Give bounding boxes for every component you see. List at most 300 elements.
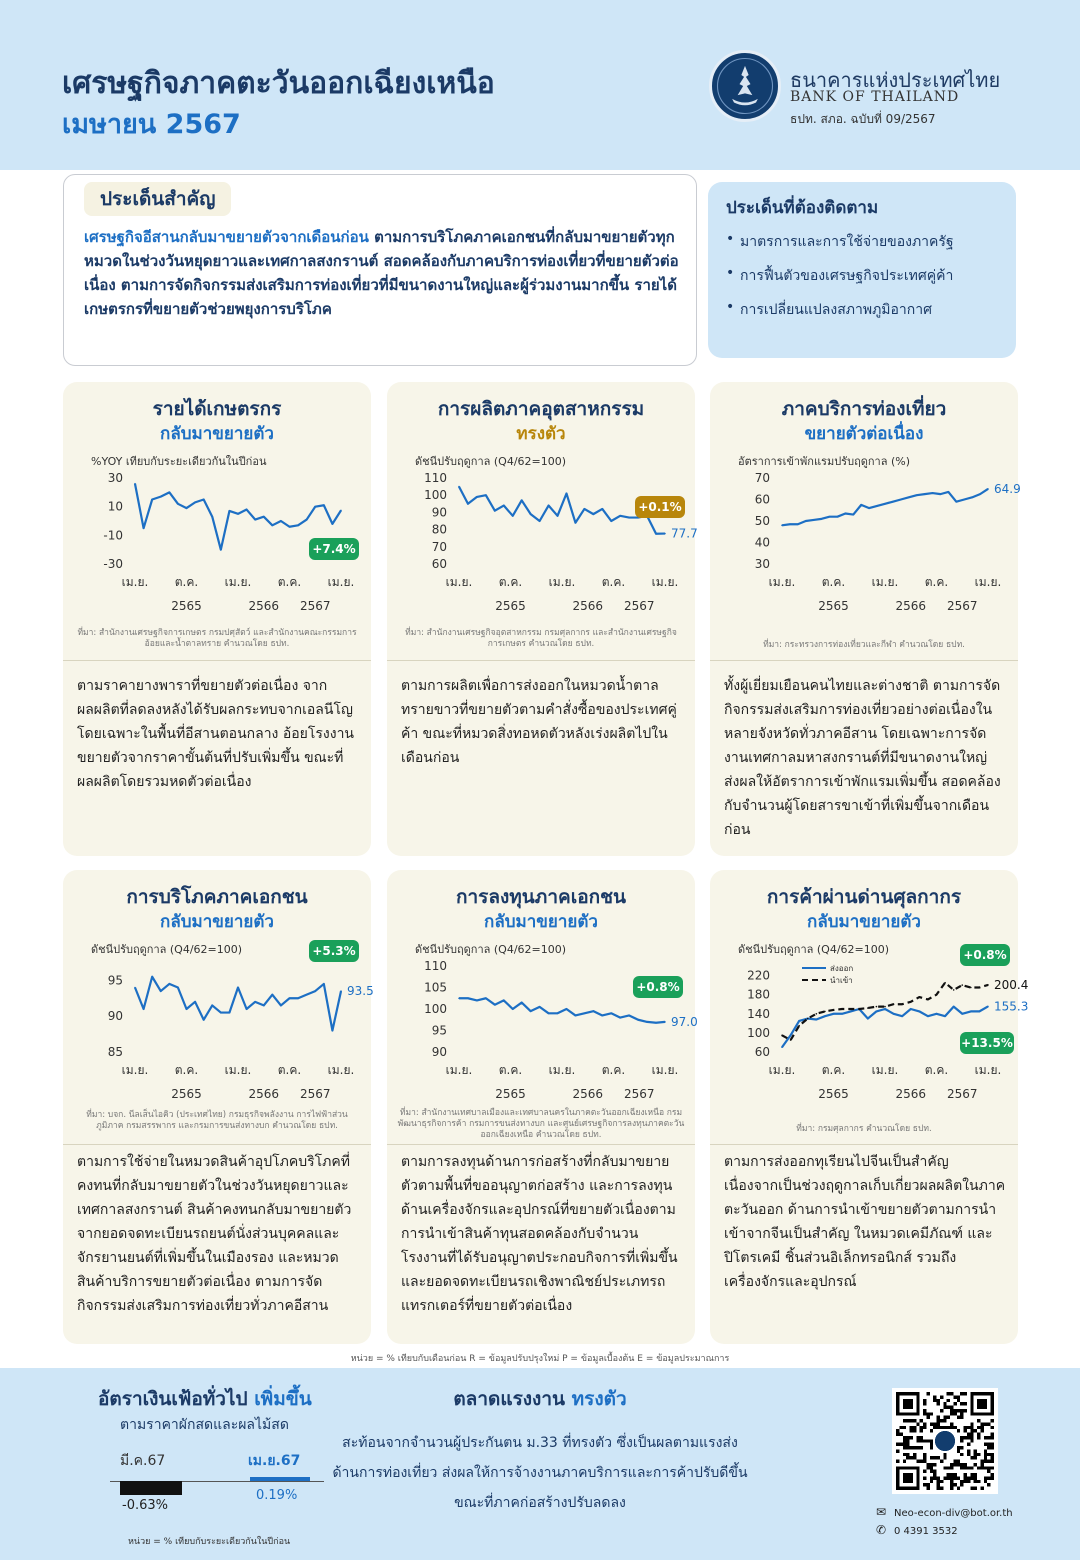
y-tick-label: 10: [107, 499, 123, 514]
card-description: ตามการผลิตเพื่อการส่งออกในหมวดน้ำตาลทรายขาวที่ขยายตัวตามคำสั่งซื้อของประเทศคู่ค้า ขณะที่หมวดสิ่งทอหดตัวหลังเร่งผลิตไปในเดือนก่อน: [401, 678, 677, 766]
y-tick-label: -10: [103, 528, 123, 543]
last-value-label: 200.4: [994, 977, 1029, 992]
card-description: ทั้งผู้เยี่ยมเยือนคนไทยและต่างชาติ ตามการจัดกิจกรรมส่งเสริมการท่องเที่ยวอย่างต่อเนื่องในหลายจังหวัดทั่วภาคอีสาน โดยเฉพาะการจัดงานเทศกาลมหาสงกรานต์ที่มีขนาดงานใหญ่ ส่งผลให้อัตราการเข้าพักแรมเพิ่มขึ้น สอดคล้องกับจำนวนผู้โดยสารขาเข้าที่เพิ่มขึ้นจากเดือนก่อน: [724, 678, 1001, 838]
data-point: [177, 987, 179, 989]
card-title: การค้าผ่านด่านศุลกากร: [766, 886, 962, 908]
card-status: กลับมาขยายตัว: [484, 912, 598, 932]
change-badge-text: +13.5%: [961, 1036, 1013, 1050]
last-value-label: 77.7: [671, 526, 698, 541]
data-point: [944, 982, 946, 984]
contact-phone[interactable]: [874, 1523, 958, 1537]
data-point: [829, 516, 831, 518]
x-tick-label: ต.ค.: [498, 575, 523, 589]
data-point: [901, 1015, 903, 1017]
x-tick-label: เม.ย.: [121, 1063, 149, 1077]
data-point: [833, 1009, 835, 1011]
data-point: [340, 510, 342, 512]
x-year-label: 2565: [818, 1087, 849, 1101]
key-points-body: [84, 225, 688, 321]
watch-item: • การฟื้นตัวของเศรษฐกิจประเทศคู่ค้า: [726, 265, 998, 287]
labour-line: ด้านการท่องเที่ยว ส่งผลให้การจ้างงานภาคบริการและการค้าปรับดีขึ้น: [332, 1465, 748, 1481]
y-tick-label: 90: [431, 1045, 447, 1059]
data-point: [272, 525, 274, 527]
data-point: [521, 1002, 523, 1004]
data-point: [798, 1020, 800, 1022]
data-point: [566, 1008, 568, 1010]
data-point: [953, 989, 955, 991]
x-tick-label: ต.ค.: [277, 575, 302, 589]
card-status: ทรงตัว: [516, 424, 566, 444]
inflation-subtitle: ตามราคาผักสดและผลไม้สด: [120, 1417, 289, 1433]
data-point: [798, 1025, 800, 1027]
chart-y-label: ดัชนีปรับฤดูกาล (Q4/62=100): [91, 943, 243, 956]
y-tick-label: 100: [747, 1025, 770, 1040]
data-point: [485, 997, 487, 999]
data-point: [655, 1022, 657, 1024]
change-badge-text: +5.3%: [312, 944, 356, 958]
data-point: [539, 1006, 541, 1008]
data-point: [927, 1015, 929, 1017]
data-point: [323, 504, 325, 506]
data-point: [824, 1011, 826, 1013]
data-point: [637, 1019, 639, 1021]
labour-title: [380, 1384, 700, 1414]
watch-item: • การเปลี่ยนแปลงสภาพภูมิอากาศ: [726, 299, 998, 321]
card-divider: [710, 1144, 1018, 1145]
data-point: [850, 1008, 852, 1010]
data-point: [821, 518, 823, 520]
data-point: [845, 513, 847, 515]
card-title: การบริโภคภาคเอกชน: [126, 886, 308, 908]
data-point: [924, 493, 926, 495]
indicator-card: [63, 382, 371, 856]
y-tick-label: 85: [107, 1045, 123, 1059]
legend-label: ส่งออก: [830, 964, 854, 973]
data-point: [134, 987, 136, 989]
y-tick-label: 40: [754, 535, 770, 550]
data-point: [289, 526, 291, 528]
card-description: ตามการใช้จ่ายในหมวดสินค้าอุปโภคบริโภคที่คงทนที่กลับมาขยายตัวในช่วงวันหยุดยาวและเทศกาลสงกรานต์ สินค้าคงทนกลับมาขยายตัวจากยอดจดทะเบียนรถยนต์นั่งส่วนบุคคลและจักรยานยนต์ที่เพิ่มขึ้นในเมืองรอง และหมวดสินค้าบริการขยายตัวต่อเนื่อง ตามการจัดกิจกรรมส่งเสริมการท่องเที่ยวทั่วภาคอีสาน: [77, 1154, 352, 1314]
card-source: ที่มา: บจก. นีลเส็นไอคิว (ประเทศไทย) กรมธุรกิจพลังงาน การไฟฟ้าส่วนภูมิภาค กรมสรรพากร และกรมการขนส่งทางบก คำนวณโดย ธปท.: [86, 1110, 348, 1131]
indicator-card: [63, 870, 374, 1344]
inflation-label-march: มี.ค.67: [120, 1453, 166, 1469]
data-point: [646, 1021, 648, 1023]
data-point: [503, 1000, 505, 1002]
data-point: [476, 496, 478, 498]
data-point: [987, 984, 989, 986]
units-note: หน่วย = % เทียบกับเดือนก่อน R = ข้อมูลปรับปรุงใหม่ P = ข้อมูลเบื้องต้น E = ข้อมูลประมาณการ: [350, 1354, 730, 1364]
data-point: [781, 1046, 783, 1048]
data-point: [143, 527, 145, 529]
inflation-value-march: -0.63%: [122, 1498, 168, 1513]
data-point: [876, 1011, 878, 1013]
card-divider: [387, 660, 695, 661]
y-tick-label: 70: [431, 539, 447, 554]
data-point: [956, 501, 958, 503]
inflation-title: [98, 1384, 312, 1414]
x-tick-label: ต.ค.: [821, 575, 846, 589]
x-tick-label: เม.ย.: [871, 1063, 899, 1077]
data-point: [203, 1019, 205, 1021]
data-point: [953, 1006, 955, 1008]
data-point: [927, 999, 929, 1001]
data-point: [948, 491, 950, 493]
inflation-highlight: เพิ่มขึ้น: [254, 1388, 312, 1410]
data-point: [548, 505, 550, 507]
data-point: [194, 1001, 196, 1003]
data-point: [610, 1013, 612, 1015]
card-description: ตามราคายางพาราที่ขยายตัวต่อเนื่อง จากผลผลิตที่ลดลงหลังได้รับผลกระทบจากเอลนีโญ โดยเฉพาะในพื้นที่อีสานตอนกลาง อ้อยโรงงานขยายตัวจากราคาขั้นต้นที่ปรับเพิ่มขึ้น ขณะที่ผลผลิตโดยรวมหดตัวต่อเนื่อง: [77, 678, 354, 790]
line-chart: [710, 468, 1021, 618]
data-point: [908, 497, 910, 499]
watch-item: • มาตรการและการใช้จ่ายของภาครัฐ: [726, 231, 998, 253]
phone-icon: ✆: [875, 1523, 887, 1537]
y-tick-label: 90: [431, 505, 447, 520]
data-point: [893, 1003, 895, 1005]
data-point: [963, 499, 965, 501]
line-chart: [387, 468, 698, 618]
x-tick-label: เม.ย.: [224, 575, 252, 589]
data-point: [503, 505, 505, 507]
data-point: [932, 492, 934, 494]
labour-line: สะท้อนจากจำนวนผู้ประกันตน ม.33 ที่ทรงตัว ซึ่งเป็นผลตามแรงส่ง: [342, 1435, 738, 1451]
x-year-label: 2567: [299, 1087, 331, 1101]
data-point: [194, 502, 196, 504]
data-point: [297, 525, 299, 527]
last-value-label: 155.3: [994, 999, 1029, 1014]
data-point: [936, 994, 938, 996]
x-tick-label: ต.ค.: [924, 1063, 949, 1077]
last-value-label: 64.9: [994, 481, 1021, 496]
inflation-bar-march: [120, 1481, 182, 1495]
indicator-card: [387, 870, 698, 1344]
card-description: ตามการส่งออกทุเรียนไปจีนเป็นสำคัญ เนื่องจากเป็นช่วงฤดูกาลเก็บเกี่ยวผลผลิตในภาคตะวันออก ด้านการนำเข้าขยายตัวตามการนำเข้าจากจีนเป็นสำคัญ ในหมวดเคมีภัณฑ์ และปิโตรเคมี ชิ้นส่วนอิเล็กทรอนิกส์ รวมถึงเครื่องจักรและอุปกรณ์: [724, 1154, 1006, 1290]
y-tick-label: 220: [747, 968, 770, 983]
data-point: [841, 1008, 843, 1010]
x-tick-label: เม.ย.: [871, 575, 899, 589]
data-point: [289, 997, 291, 999]
data-point: [211, 1005, 213, 1007]
data-point: [539, 520, 541, 522]
data-point: [557, 515, 559, 517]
data-point: [203, 499, 205, 501]
data-point: [151, 499, 153, 501]
card-source: ที่มา: สำนักงานเทศบาลเมืองและเทศบาลนครในภาคตะวันออกเฉียงเหนือ กรมพัฒนาธุรกิจการค้า กรมการขนส่งทางบก และศูนย์เศรษฐกิจการลงทุนภาคตะวันออกเฉียงเหนือ คำนวณโดย ธปท.: [397, 1108, 685, 1140]
data-point: [584, 1013, 586, 1015]
series-line: [782, 1006, 988, 1047]
x-tick-label: เม.ย.: [327, 575, 355, 589]
data-point: [664, 1021, 666, 1023]
data-point: [530, 1010, 532, 1012]
data-point: [521, 500, 523, 502]
y-tick-label: 110: [424, 959, 447, 973]
data-point: [602, 508, 604, 510]
data-point: [876, 1006, 878, 1008]
data-point: [272, 994, 274, 996]
data-point: [593, 1010, 595, 1012]
data-point: [566, 493, 568, 495]
data-point: [987, 488, 989, 490]
card-status: กลับมาขยายตัว: [807, 912, 921, 932]
change-badge-text: +7.4%: [312, 542, 356, 556]
data-point: [797, 523, 799, 525]
data-point: [332, 1030, 334, 1032]
y-tick-label: 140: [747, 1006, 770, 1021]
data-point: [979, 493, 981, 495]
data-point: [584, 508, 586, 510]
data-point: [263, 1005, 265, 1007]
labour-line: ขณะที่ภาคก่อสร้างปรับลดลง: [454, 1495, 626, 1511]
data-point: [664, 533, 666, 535]
data-point: [789, 523, 791, 525]
data-point: [987, 1006, 989, 1008]
data-point: [211, 516, 213, 518]
data-point: [936, 1013, 938, 1015]
data-point: [876, 505, 878, 507]
y-tick-label: 95: [431, 1023, 447, 1038]
data-point: [548, 1013, 550, 1015]
watch-list-title: ประเด็นที่ต้องติดตาม: [726, 198, 879, 218]
data-point: [970, 1011, 972, 1013]
data-point: [557, 1013, 559, 1015]
data-point: [816, 1019, 818, 1021]
issue-number: ธปท. สภอ. ฉบับที่ 09/2567: [790, 112, 936, 126]
data-point: [867, 1007, 869, 1009]
series-line: [135, 484, 341, 550]
data-point: [134, 483, 136, 485]
labour-title-text: ตลาดแรงงาน: [453, 1388, 565, 1410]
y-tick-label: 100: [424, 488, 447, 503]
data-point: [979, 1011, 981, 1013]
data-point: [833, 1013, 835, 1015]
data-point: [610, 520, 612, 522]
data-point: [340, 990, 342, 992]
card-divider: [63, 1144, 371, 1145]
data-point: [160, 496, 162, 498]
data-point: [263, 516, 265, 518]
data-point: [494, 510, 496, 512]
x-tick-label: เม.ย.: [768, 575, 796, 589]
y-tick-label: 50: [754, 514, 770, 528]
data-point: [314, 990, 316, 992]
phone-text: 0 4391 3532: [894, 1526, 958, 1537]
data-point: [186, 1008, 188, 1010]
card-divider: [387, 1144, 695, 1145]
data-point: [512, 1008, 514, 1010]
card-status: ขยายตัวต่อเนื่อง: [804, 424, 924, 444]
chart-y-label: อัตราการเข้าพักแรมปรับฤดูกาล (%): [738, 455, 910, 468]
bank-emblem-icon: [709, 50, 781, 122]
legend-label: นำเข้า: [830, 976, 853, 985]
data-point: [458, 486, 460, 488]
data-point: [893, 1013, 895, 1015]
indicator-card: [710, 870, 1029, 1344]
data-point: [593, 513, 595, 515]
data-point: [306, 994, 308, 996]
y-tick-label: 60: [754, 1045, 770, 1059]
data-point: [332, 523, 334, 525]
data-point: [850, 1011, 852, 1013]
contact-email[interactable]: [874, 1505, 1013, 1519]
card-source: ที่มา: สำนักงานเศรษฐกิจการเกษตร กรมปศุสัตว์ และสำนักงานคณะกรรมการอ้อยและน้ำตาลทราย คำนวณโดย ธปท.: [77, 628, 357, 649]
x-year-label: 2566: [895, 599, 927, 613]
change-badge-text: +0.8%: [636, 980, 680, 994]
series-line: [135, 977, 341, 1031]
card-source: ที่มา: กรมศุลกากร คำนวณโดย ธปท.: [796, 1124, 932, 1134]
data-point: [868, 507, 870, 509]
x-tick-label: ต.ค.: [821, 1063, 846, 1077]
card-title: ภาคบริการท่องเที่ยว: [781, 398, 947, 420]
data-point: [602, 1015, 604, 1017]
x-year-label: 2565: [495, 1087, 526, 1101]
y-tick-label: -30: [103, 557, 123, 571]
data-point: [246, 1008, 248, 1010]
data-point: [853, 514, 855, 516]
series-line: [459, 487, 665, 534]
email-text: Neo-econ-div@bot.or.th: [894, 1508, 1013, 1519]
x-tick-label: เม.ย.: [651, 575, 679, 589]
data-point: [919, 1011, 921, 1013]
inflation-label-april: เม.ย.67: [248, 1453, 301, 1469]
y-tick-label: 95: [107, 973, 123, 988]
x-tick-label: เม.ย.: [327, 1063, 355, 1077]
indicator-card: [387, 382, 698, 856]
data-point: [160, 990, 162, 992]
data-point: [816, 1013, 818, 1015]
data-point: [314, 506, 316, 508]
card-divider: [63, 660, 371, 661]
data-point: [940, 493, 942, 495]
x-year-label: 2565: [495, 599, 526, 613]
data-point: [512, 515, 514, 517]
data-point: [169, 492, 171, 494]
data-point: [781, 1034, 783, 1036]
data-point: [892, 501, 894, 503]
page-title: เศรษฐกิจภาคตะวันออกเฉียงเหนือ: [62, 66, 495, 101]
data-point: [813, 519, 815, 521]
data-point: [467, 997, 469, 999]
data-point: [575, 522, 577, 524]
data-point: [781, 525, 783, 527]
data-point: [901, 1003, 903, 1005]
card-title: รายได้เกษตรกร: [152, 398, 282, 420]
x-year-label: 2566: [248, 1087, 280, 1101]
data-point: [575, 1015, 577, 1017]
data-point: [229, 510, 231, 512]
x-year-label: 2565: [818, 599, 849, 613]
data-point: [884, 1006, 886, 1008]
card-source: ที่มา: สำนักงานเศรษฐกิจอุตสาหกรรม กรมศุลกากร และสำนักงานเศรษฐกิจการเกษตร คำนวณโดย ธปท.: [405, 628, 677, 649]
chart-y-label: %YOY เทียบกับระยะเดียวกันในปีก่อน: [91, 455, 267, 468]
data-point: [143, 1008, 145, 1010]
key-points-title: ประเด็นสำคัญ: [84, 182, 231, 216]
data-point: [530, 513, 532, 515]
x-tick-label: เม.ย.: [974, 1063, 1002, 1077]
data-point: [628, 517, 630, 519]
data-point: [944, 1015, 946, 1017]
data-point: [177, 503, 179, 505]
chart-y-label: ดัชนีปรับฤดูกาล (Q4/62=100): [415, 943, 567, 956]
y-tick-label: 70: [754, 471, 770, 485]
data-point: [323, 983, 325, 985]
x-tick-label: ต.ค.: [498, 1063, 523, 1077]
data-point: [237, 513, 239, 515]
data-point: [961, 984, 963, 986]
card-title: การลงทุนภาคเอกชน: [455, 886, 626, 908]
data-point: [841, 1013, 843, 1015]
bank-name-english: BANK OF THAILAND: [790, 89, 960, 105]
card-status: กลับมาขยายตัว: [160, 424, 274, 444]
bank-name-thai: ธนาคารแห่งประเทศไทย: [790, 68, 1001, 92]
x-tick-label: ต.ค.: [601, 1063, 626, 1077]
data-point: [186, 507, 188, 509]
last-value-label: 97.0: [671, 1014, 698, 1029]
data-point: [467, 503, 469, 505]
x-tick-label: เม.ย.: [974, 575, 1002, 589]
last-value-label: 93.5: [347, 984, 374, 999]
inflation-unit: หน่วย = % เทียบกับระยะเดียวกันในปีก่อน: [128, 1537, 291, 1547]
card-description: ตามการลงทุนด้านการก่อสร้างที่กลับมาขยายตัวตามพื้นที่ขออนุญาตก่อสร้าง และการลงทุนด้านเครื่องจักรและอุปกรณ์ที่ขยายตัวเนื่องตามการนำเข้าสินค้าทุนสอดคล้องกับจำนวนโรงงานที่ได้รับอนุญาตประกอบกิจการที่เพิ่มขึ้น และยอดจดทะเบียนรถเชิงพาณิชย์ประเภทรถแทรกเตอร์ที่ขยายตัวต่อเนื่อง: [401, 1154, 678, 1314]
card-source: ที่มา: กระทรวงการท่องเที่ยวและกีฬา คำนวณโดย ธปท.: [763, 640, 965, 650]
data-point: [790, 1034, 792, 1036]
series-line: [782, 983, 988, 1040]
data-point: [884, 1008, 886, 1010]
data-point: [254, 1001, 256, 1003]
x-year-label: 2567: [623, 599, 655, 613]
x-tick-label: ต.ค.: [174, 1063, 199, 1077]
data-point: [246, 509, 248, 511]
data-point: [628, 1015, 630, 1017]
x-year-label: 2566: [572, 599, 604, 613]
data-point: [220, 1012, 222, 1014]
labour-highlight: ทรงตัว: [571, 1388, 627, 1410]
qr-code[interactable]: [892, 1388, 998, 1494]
y-tick-label: 60: [754, 492, 770, 507]
data-point: [151, 976, 153, 978]
data-point: [916, 494, 918, 496]
x-tick-label: เม.ย.: [445, 1063, 473, 1077]
x-tick-label: ต.ค.: [601, 575, 626, 589]
data-point: [970, 987, 972, 989]
x-tick-label: เม.ย.: [224, 1063, 252, 1077]
data-point: [919, 996, 921, 998]
y-tick-label: 180: [747, 987, 770, 1002]
key-points-text: ตามการบริโภคภาคเอกชนที่กลับมาขยายตัวทุกหมวดในช่วงวันหยุดยาวและเทศกาลสงกรานต์ สอดคล้องกับภาคบริการท่องเที่ยวที่ขยายตัวต่อเนื่อง ตามการจัดกิจกรรมส่งเสริมการท่องเที่ยวที่มีขนาดงานใหญ่และผู้ร่วมงานมากขึ้น รายได้เกษตรกรที่ขยายตัวช่วยพยุงการบริโภค: [84, 228, 679, 318]
data-point: [280, 1005, 282, 1007]
data-point: [485, 494, 487, 496]
inflation-title-text: อัตราเงินเฟ้อทั่วไป: [98, 1388, 248, 1410]
x-tick-label: เม.ย.: [548, 575, 576, 589]
x-year-label: 2565: [171, 599, 202, 613]
watch-list-box: [708, 182, 1016, 358]
data-point: [169, 983, 171, 985]
data-point: [280, 520, 282, 522]
x-year-label: 2567: [946, 599, 978, 613]
y-tick-label: 90: [107, 1009, 123, 1024]
y-tick-label: 30: [107, 471, 123, 485]
data-point: [860, 504, 862, 506]
series-line: [459, 998, 665, 1023]
x-tick-label: ต.ค.: [924, 575, 949, 589]
line-chart: [387, 956, 698, 1106]
y-tick-label: 80: [431, 522, 447, 537]
x-tick-label: ต.ค.: [277, 1063, 302, 1077]
line-chart: [63, 468, 371, 618]
card-title: การผลิตภาคอุตสาหกรรม: [437, 398, 645, 420]
chart-y-label: ดัชนีปรับฤดูกาล (Q4/62=100): [415, 455, 567, 468]
data-point: [805, 520, 807, 522]
data-point: [807, 1018, 809, 1020]
